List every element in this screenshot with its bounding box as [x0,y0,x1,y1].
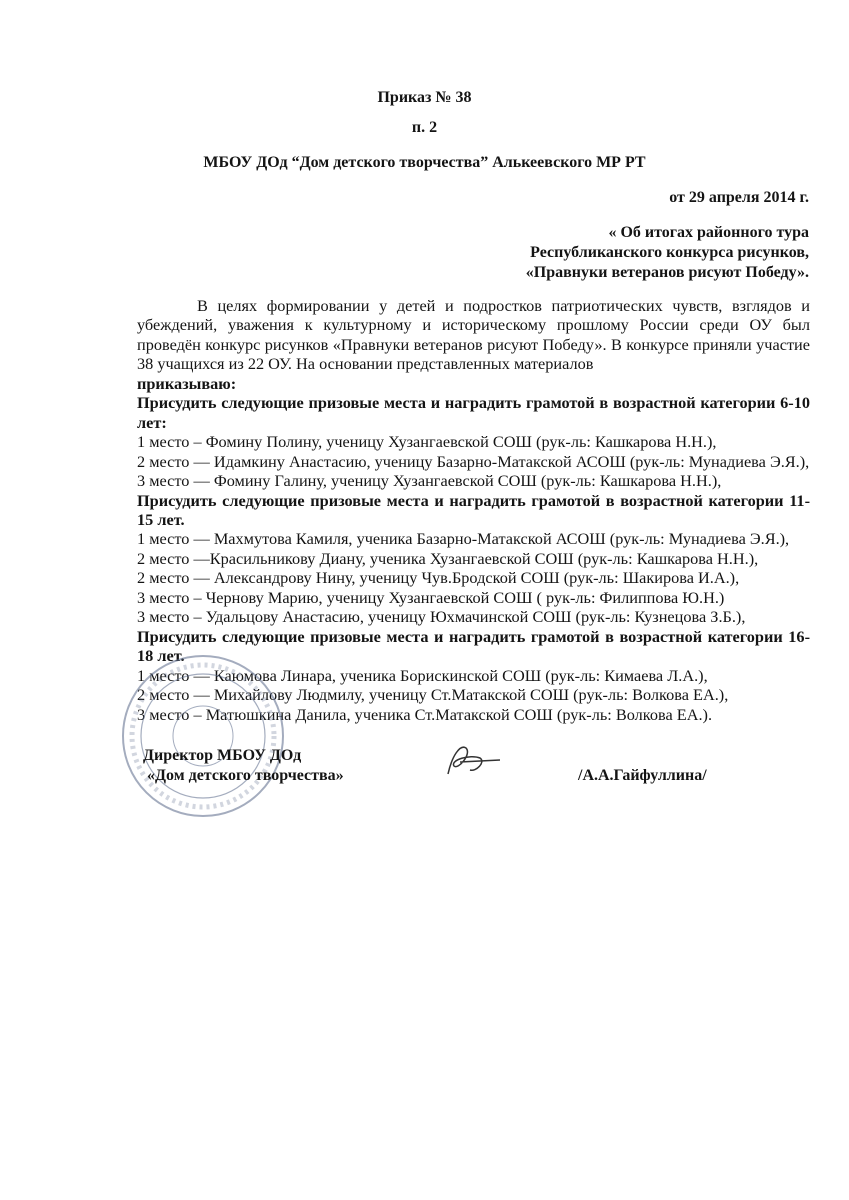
award-item: 3 место – Чернову Марию, ученицу Хузангаевской СОШ ( рук-ль: Филиппова Ю.Н.) [137,587,725,607]
award-item: 2 место — Михайлову Людмилу, ученицу Ст.Матакской СОШ (рук-ль: Волкова ЕА.), [137,685,729,705]
organization-name: МБОУ ДОд “Дом детского творчества” Алькеевского МР РТ [203,154,646,171]
intro-paragraph: В целях формировании у детей и подростков патриотических чувств, взглядов и убеждений, уважения к культурному и историческому прошлому России среди ОУ был проведён конкурс рисунков «Правнуки ветеранов рисуют Победу». В конкурсе приняли участие 38 учащихся из 22 ОУ. На основании представленных материалов [137,296,810,374]
award-item: 3 место – Удальцову Анастасию, ученицу Юхмачинской СОШ (рук-ль: Кузнецова З.Б.), [137,607,746,627]
subject-line: «Правнуки ветеранов рисуют Победу». [525,264,809,281]
signatory-position: Директор МБОУ ДОд [143,746,302,764]
award-item: 3 место — Фомину Галину, ученицу Хузангаевской СОШ (рук-ль: Кашкарова Н.Н.), [137,471,722,491]
signatory-organization: «Дом детского творчества» [147,766,344,784]
handwritten-signature [430,736,510,786]
subject-line: Республиканского конкурса рисунков, [530,244,809,261]
signatory-name: /А.А.Гайфуллина/ [578,766,707,784]
document-subject [526,223,809,283]
award-item: 1 место — Каюмова Линара, ученика Борискинской СОШ (рук-ль: Кимаева Л.А.), [137,665,708,685]
document-item: п. 2 [411,119,438,136]
order-word: приказываю: [137,373,237,393]
award-item: 1 место — Махмутова Камиля, ученика Базарно-Матакской АСОШ (рук-ль: Мунадиева Э.Я.), [137,529,790,549]
category-heading: Присудить следующие призовые места и наградить грамотой в возрастной категории 11-15 лет. [137,490,810,529]
subject-line: « Об итогах районного тура [608,224,809,241]
category-heading: Присудить следующие призовые места и наградить грамотой в возрастной категории 16-18 лет. [137,626,810,666]
award-item: 2 место — Идамкину Анастасию, ученицу Базарно-Матакской АСОШ (рук-ль: Мунадиева Э.Я.), [137,451,810,471]
award-item: 1 место – Фомину Полину, ученицу Хузангаевской СОШ (рук-ль: Кашкарова Н.Н.), [137,432,717,452]
category-heading: Присудить следующие призовые места и наградить грамотой в возрастной категории 6-10 лет: [137,393,810,432]
document-date: от 29 апреля 2014 г. [669,189,809,206]
award-item: 2 место —Красильникову Диану, ученика Хузангаевской СОШ (рук-ль: Кашкарова Н.Н.), [137,548,759,568]
award-item: 3 место – Матюшкина Данила, ученика Ст.Матакской СОШ (рук-ль: Волкова ЕА.). [137,704,713,724]
document-body [137,296,810,790]
award-item: 2 место — Александрову Нину, ученицу Чув.Бродской СОШ (рук-ль: Шакирова И.А.), [137,568,740,588]
signature-block [137,746,810,790]
document-title: Приказ № 38 [377,89,472,106]
